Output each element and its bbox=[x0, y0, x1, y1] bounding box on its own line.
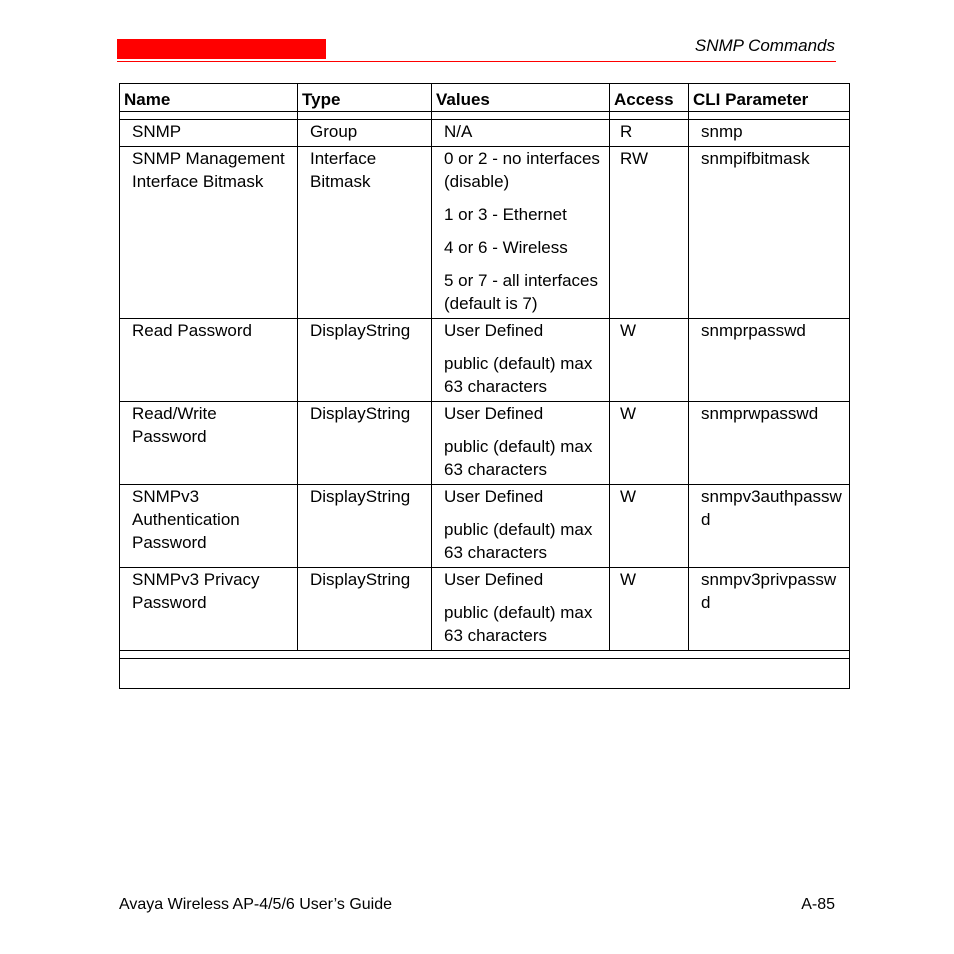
row-value: 0 or 2 - no interfaces (disable) bbox=[444, 149, 600, 191]
table-row bbox=[120, 485, 850, 568]
footer-guide-title: Avaya Wireless AP-4/5/6 User’s Guide bbox=[119, 896, 393, 913]
row-cli-parameter: snmpifbitmask bbox=[701, 149, 810, 168]
header-rule bbox=[117, 61, 836, 62]
table-row bbox=[120, 147, 850, 319]
snmp-parameters-table bbox=[119, 83, 850, 689]
table-header-row bbox=[120, 84, 850, 112]
row-access: R bbox=[620, 122, 633, 141]
row-value: 1 or 3 - Ethernet bbox=[444, 205, 567, 224]
row-access: W bbox=[620, 570, 637, 589]
row-value: User Defined bbox=[444, 404, 544, 423]
row-value: 5 or 7 - all interfaces (default is 7) bbox=[444, 271, 599, 313]
row-value: public (default) max 63 characters bbox=[444, 603, 593, 645]
row-name: Read Password bbox=[132, 321, 253, 340]
row-value: public (default) max 63 characters bbox=[444, 354, 593, 396]
column-header-cli-parameter: CLI Parameter bbox=[689, 84, 850, 112]
footer-page-number: A-85 bbox=[801, 896, 835, 913]
row-access: W bbox=[620, 321, 637, 340]
row-cli-parameter: snmpv3privpasswd bbox=[701, 570, 837, 612]
row-value: public (default) max 63 characters bbox=[444, 520, 593, 562]
row-type: DisplayString bbox=[310, 570, 411, 589]
table-row bbox=[120, 402, 850, 485]
table-row bbox=[120, 568, 850, 651]
row-name: SNMPv3 Privacy Password bbox=[132, 570, 260, 612]
row-type: DisplayString bbox=[310, 404, 411, 423]
column-header-type: Type bbox=[298, 84, 432, 112]
row-cli-parameter: snmprpasswd bbox=[701, 321, 806, 340]
row-value: User Defined bbox=[444, 487, 544, 506]
column-header-values: Values bbox=[432, 84, 610, 112]
row-name: Read/Write Password bbox=[132, 404, 217, 446]
row-type: Interface Bitmask bbox=[310, 149, 377, 191]
page-header-title: SNMP Commands bbox=[694, 36, 835, 55]
table-footer-row bbox=[120, 659, 850, 689]
table-spacer-row bbox=[120, 651, 850, 659]
table-spacer-row bbox=[120, 112, 850, 120]
table-row bbox=[120, 120, 850, 147]
row-access: W bbox=[620, 487, 637, 506]
row-cli-parameter: snmp bbox=[701, 122, 743, 141]
header-red-bar bbox=[117, 39, 326, 59]
row-name: SNMP Management Interface Bitmask bbox=[132, 149, 285, 191]
row-value: N/A bbox=[444, 122, 473, 141]
row-value: User Defined bbox=[444, 321, 544, 340]
row-type: Group bbox=[310, 122, 358, 141]
row-value: User Defined bbox=[444, 570, 544, 589]
row-type: DisplayString bbox=[310, 487, 411, 506]
column-header-access: Access bbox=[610, 84, 689, 112]
row-cli-parameter: snmprwpasswd bbox=[701, 404, 819, 423]
column-header-name: Name bbox=[120, 84, 298, 112]
row-access: W bbox=[620, 404, 637, 423]
row-value: public (default) max 63 characters bbox=[444, 437, 593, 479]
table-row bbox=[120, 319, 850, 402]
row-name: SNMP bbox=[132, 122, 182, 141]
row-name: SNMPv3 Authentication Password bbox=[132, 487, 240, 552]
row-access: RW bbox=[620, 149, 649, 168]
row-cli-parameter: snmpv3authpasswd bbox=[701, 487, 842, 529]
row-type: DisplayString bbox=[310, 321, 411, 340]
row-value: 4 or 6 - Wireless bbox=[444, 238, 568, 257]
